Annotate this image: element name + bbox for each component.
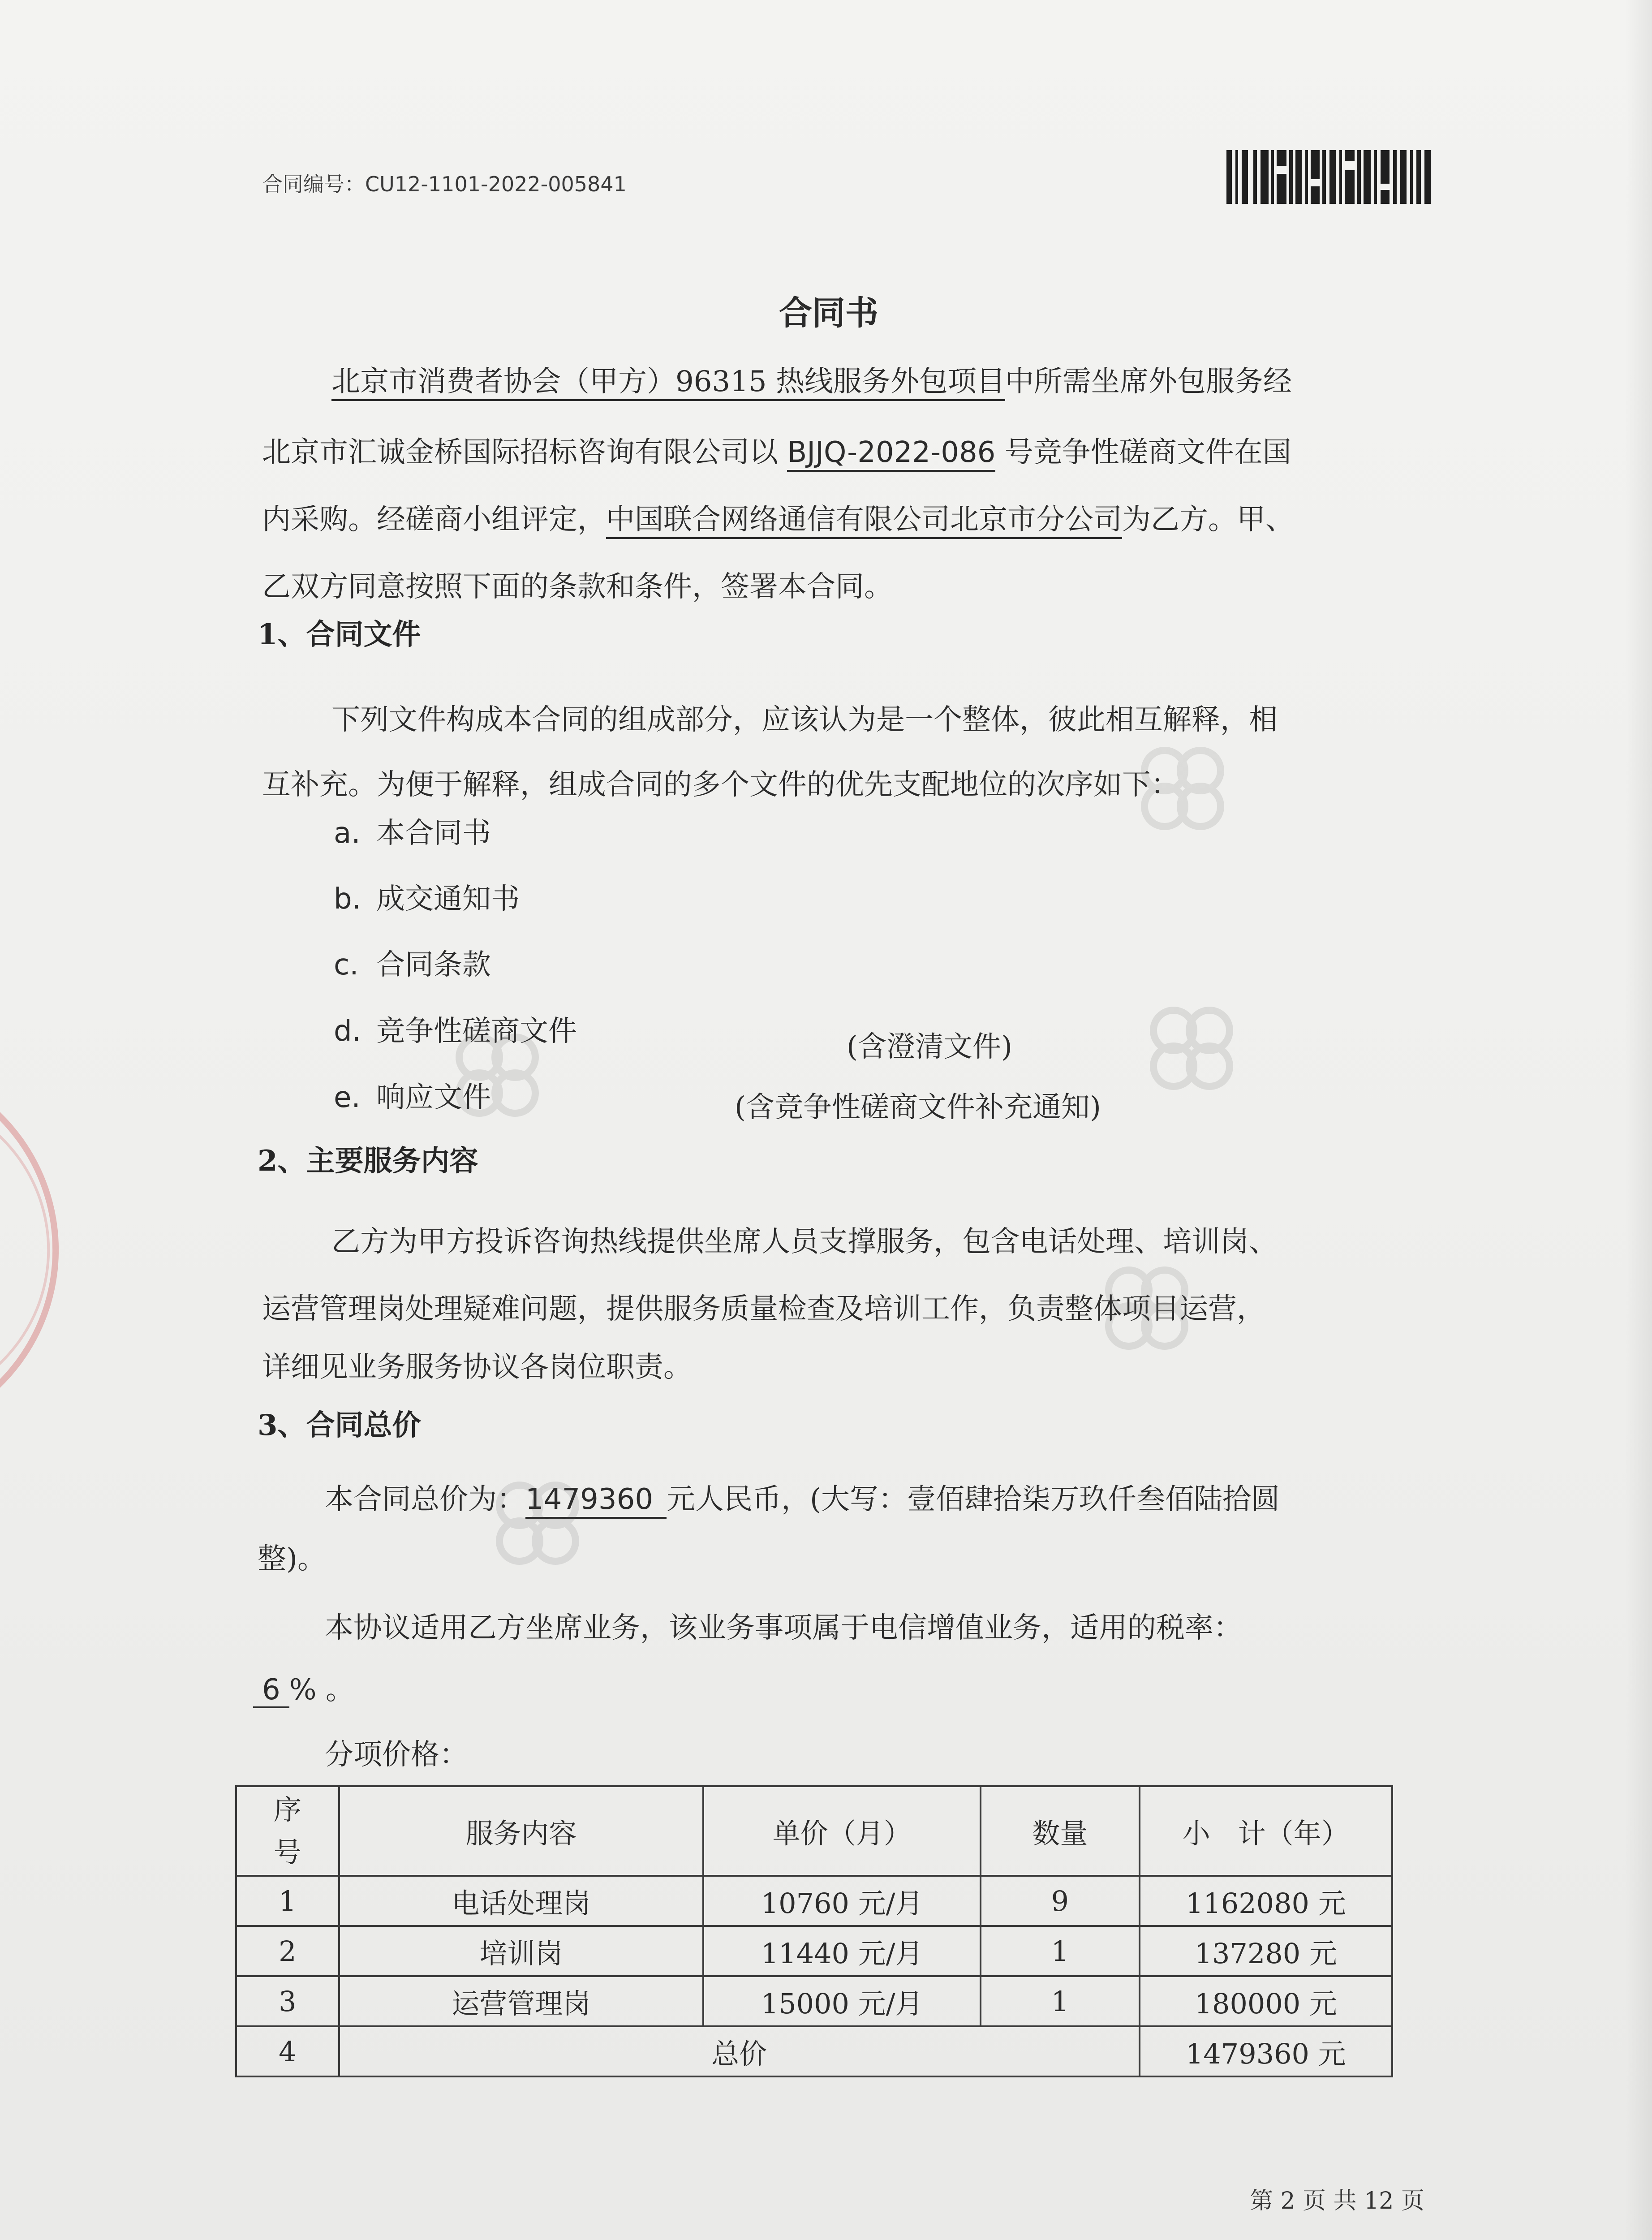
item-d-note: (含澄清文件)	[847, 1030, 1012, 1064]
document-list-item: a. 本合同书	[334, 817, 491, 850]
project-name: 北京市消费者协会（甲方）96315 热线服务外包项目	[331, 365, 1005, 401]
header-subtotal: 小 计（年）	[1140, 1786, 1392, 1876]
tender-code: BJJQ-2022-086	[787, 436, 995, 472]
section-2-heading: 2、主要服务内容	[258, 1144, 478, 1178]
document-list-item: c. 合同条款	[334, 948, 491, 982]
total-price-value: 1479360	[525, 1483, 667, 1519]
table-row: 3 运营管理岗 15000 元/月 1 180000 元	[236, 1976, 1392, 2026]
intro-line-3: 内采购。经磋商小组评定，中国联合网络通信有限公司北京市分公司为乙方。甲、	[262, 496, 1294, 538]
contract-number: 合同编号：CU12-1101-2022-005841	[262, 172, 627, 196]
table-row: 1 电话处理岗 10760 元/月 9 1162080 元	[236, 1876, 1392, 1926]
header-no: 序号	[236, 1786, 339, 1876]
section-1-line-2: 互补充。为便于解释，组成合同的多个文件的优先支配地位的次序如下：	[262, 768, 1179, 801]
item-e-note: (含竞争性磋商文件补充通知)	[735, 1091, 1101, 1124]
section-1-line-1: 下列文件构成本合同的组成部分，应该认为是一个整体，彼此相互解释，相	[331, 703, 1278, 737]
total-price-line: 本合同总价为：1479360 元人民币，(大写：壹佰肆拾柒万玖仟叁佰陆拾圆	[325, 1476, 1280, 1517]
page-edge-shadow	[1625, 0, 1652, 2240]
table-row: 2 培训岗 11440 元/月 1 137280 元	[236, 1926, 1392, 1976]
tax-line: 本协议适用乙方坐席业务，该业务事项属于电信增值业务，适用的税率：	[325, 1611, 1242, 1645]
section-2-line-2: 运营管理岗处理疑难问题，提供服务质量检查及培训工作，负责整体项目运营，	[262, 1292, 1265, 1326]
intro-line-2: 北京市汇诚金桥国际招标咨询有限公司以 BJJQ-2022-086 号竞争性磋商文件在国	[262, 429, 1291, 470]
section-3-heading: 3、合同总价	[258, 1409, 421, 1442]
document-list-item: d. 竞争性磋商文件	[334, 1015, 577, 1048]
barcode-icon	[1226, 148, 1433, 206]
document-title: 合同书	[779, 294, 878, 332]
header-service: 服务内容	[339, 1786, 703, 1876]
header-unit-price: 单价（月）	[703, 1786, 981, 1876]
table-total-row: 4 总价 1479360 元	[236, 2026, 1392, 2076]
section-2-line-3: 详细见业务服务协议各岗位职责。	[262, 1351, 692, 1384]
page-number: 第 2 页 共 12 页	[1250, 2188, 1424, 2214]
intro-line-1: 北京市消费者协会（甲方）96315 热线服务外包项目中所需坐席外包服务经	[331, 358, 1292, 400]
header-qty: 数量	[981, 1786, 1139, 1876]
itemized-price-heading: 分项价格：	[325, 1738, 468, 1771]
unicom-logo-watermark-icon	[484, 1469, 591, 1586]
total-price-line-2: 整)。	[258, 1542, 326, 1576]
section-2-line-1: 乙方为甲方投诉咨询热线提供坐席人员支撑服务，包含电话处理、培训岗、	[331, 1225, 1278, 1258]
table-header-row	[236, 1786, 1392, 1876]
tax-rate-line: 6 % 。	[253, 1667, 354, 1708]
section-1-heading: 1、合同文件	[258, 618, 421, 651]
unicom-logo-watermark-icon	[1129, 735, 1236, 851]
party-b-name: 中国联合网络通信有限公司北京市分公司	[606, 503, 1122, 539]
unicom-logo-watermark-icon	[1093, 1254, 1200, 1371]
intro-line-4: 乙双方同意按照下面的条款和条件，签署本合同。	[262, 570, 893, 603]
tax-rate-value: 6	[253, 1673, 289, 1708]
unicom-logo-watermark-icon	[1138, 995, 1245, 1111]
document-list-item: b. 成交通知书	[334, 883, 520, 916]
price-table	[235, 1785, 1393, 2077]
document-list-item: e. 响应文件	[334, 1081, 491, 1114]
red-seal-fragment	[0, 1057, 72, 1443]
unicom-logo-watermark-icon	[443, 1021, 551, 1138]
